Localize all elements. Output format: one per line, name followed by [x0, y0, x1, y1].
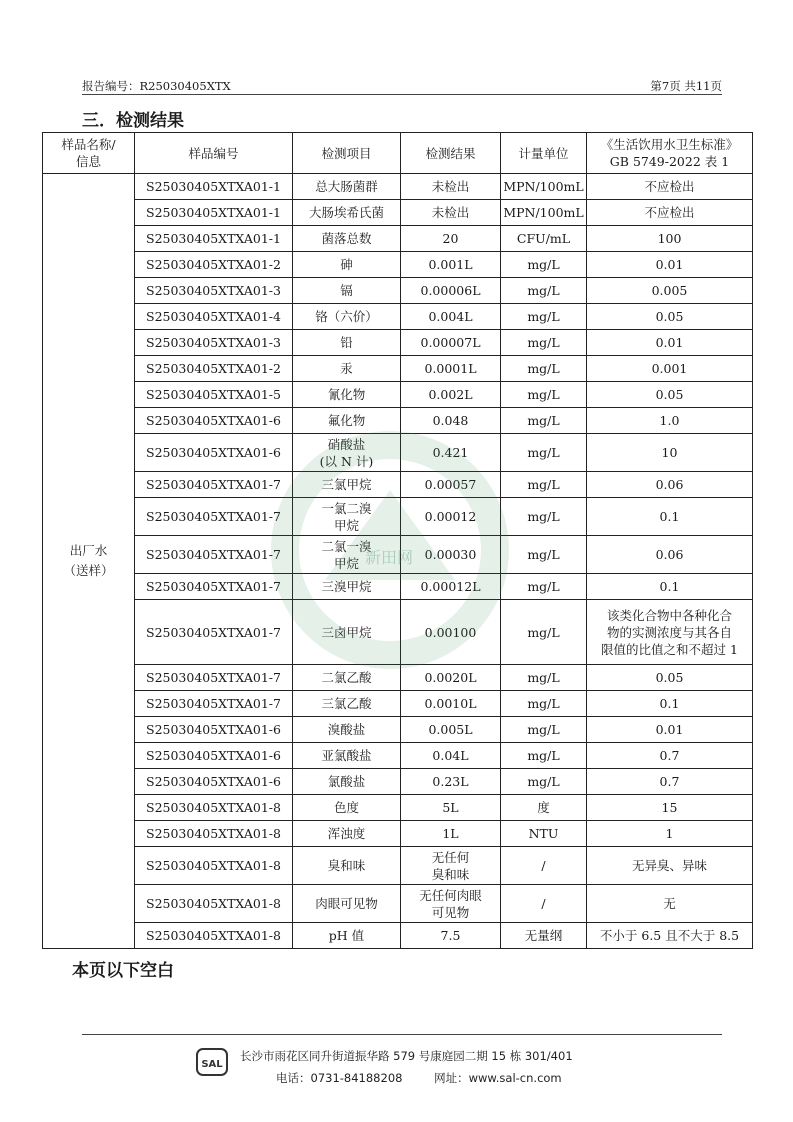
- sample-id-cell: S25030405XTXA01-8: [135, 847, 293, 885]
- sample-id-cell: S25030405XTXA01-2: [135, 252, 293, 278]
- test-result-cell-line: 0.0020L: [424, 670, 477, 685]
- test-result-cell-line: 0.002L: [428, 387, 473, 402]
- test-result-cell-line: 0.00030: [424, 547, 477, 562]
- test-item-cell: [293, 252, 401, 278]
- standard-limit-cell: [587, 821, 753, 847]
- test-item-cell: [293, 174, 401, 200]
- test-item-cell-line: 三氯乙酸: [321, 696, 372, 711]
- header-sample-name: [43, 133, 135, 174]
- sample-id-cell: S25030405XTXA01-6: [135, 769, 293, 795]
- sample-id-cell: S25030405XTXA01-8: [135, 821, 293, 847]
- standard-limit-cell-line: 物的实测浓度与其各自: [606, 624, 732, 640]
- sample-id-cell: S25030405XTXA01-7: [135, 536, 293, 574]
- standard-limit-cell: [587, 574, 753, 600]
- unit-cell: mg/L: [501, 600, 587, 665]
- header-line: GB 5749-2022 表 1: [609, 154, 730, 169]
- unit-cell: mg/L: [501, 356, 587, 382]
- test-item-cell-line: 三卤甲烷: [321, 624, 372, 640]
- watermark-text: 新田网: [365, 548, 414, 567]
- standard-limit-cell: [587, 717, 753, 743]
- test-result-cell-line: 0.00006L: [420, 283, 481, 298]
- unit-cell: MPN/100mL: [501, 200, 587, 226]
- test-item-cell: [293, 304, 401, 330]
- standard-limit-cell-line: 0.05: [655, 309, 684, 324]
- standard-limit-cell-line: 无异臭、异味: [631, 858, 707, 873]
- page-number: 第7页 共11页: [650, 79, 722, 93]
- test-result-cell: [401, 174, 501, 200]
- test-item-cell: [293, 847, 401, 885]
- standard-limit-cell-line: 15: [661, 800, 678, 815]
- sample-id-cell: S25030405XTXA01-6: [135, 434, 293, 472]
- test-result-cell-line: 7.5: [440, 928, 461, 943]
- test-result-cell-line: 未检出: [431, 179, 470, 194]
- table-row: [43, 382, 753, 408]
- test-item-cell: [293, 923, 401, 949]
- footer-contact: [276, 1070, 590, 1086]
- table-row: [43, 226, 753, 252]
- test-result-cell-line: 可见物: [431, 904, 470, 920]
- test-result-cell: [401, 600, 501, 665]
- table-row: [43, 923, 753, 949]
- header-unit: 计量单位: [501, 133, 587, 174]
- test-item-cell-line: 总大肠菌群: [315, 179, 378, 194]
- test-item-cell-line: pH 值: [328, 928, 365, 943]
- unit-cell: CFU/mL: [501, 226, 587, 252]
- unit-cell: 无量纲: [501, 923, 587, 949]
- table-row: [43, 536, 753, 574]
- unit-cell: mg/L: [501, 536, 587, 574]
- unit-cell: mg/L: [501, 691, 587, 717]
- header-test-result: 检测结果: [401, 133, 501, 174]
- test-item-cell: [293, 382, 401, 408]
- test-item-cell: [293, 434, 401, 472]
- test-result-cell-line: 0.0001L: [424, 361, 477, 376]
- test-result-cell: [401, 574, 501, 600]
- test-result-cell-line: 0.048: [432, 413, 469, 428]
- test-result-cell-line: 0.005L: [428, 722, 473, 737]
- test-result-cell: [401, 304, 501, 330]
- unit-cell: mg/L: [501, 498, 587, 536]
- table-row: [43, 304, 753, 330]
- sample-id-cell: S25030405XTXA01-1: [135, 174, 293, 200]
- standard-limit-cell-line: 0.06: [655, 547, 684, 562]
- test-item-cell-line: 铅: [340, 335, 353, 350]
- unit-cell: mg/L: [501, 743, 587, 769]
- test-item-cell: [293, 717, 401, 743]
- standard-limit-cell: [587, 382, 753, 408]
- test-item-cell-line: 肉眼可见物: [315, 896, 378, 911]
- test-result-cell-line: 臭和味: [431, 866, 470, 882]
- test-item-cell: [293, 472, 401, 498]
- test-item-cell-line: 二氯乙酸: [321, 670, 372, 685]
- test-result-cell: [401, 382, 501, 408]
- sample-id-cell: S25030405XTXA01-3: [135, 330, 293, 356]
- footer-website: 网址：www.sal-cn.com: [434, 1071, 562, 1085]
- table-row: [43, 795, 753, 821]
- test-item-cell-line: 三溴甲烷: [321, 579, 372, 594]
- table-row: [43, 574, 753, 600]
- unit-cell: 度: [501, 795, 587, 821]
- footer-address: 长沙市雨花区同升街道振华路 579 号康庭园二期 15 栋 301/401: [240, 1049, 573, 1063]
- test-item-cell: [293, 330, 401, 356]
- test-result-cell-line: 0.001L: [428, 257, 473, 272]
- standard-limit-cell-line: 该类化合物中各种化合: [606, 607, 732, 623]
- sample-id-cell: S25030405XTXA01-5: [135, 382, 293, 408]
- sample-id-cell: S25030405XTXA01-4: [135, 304, 293, 330]
- standard-limit-cell: [587, 434, 753, 472]
- test-result-cell: [401, 330, 501, 356]
- test-item-cell: [293, 356, 401, 382]
- test-result-cell: [401, 498, 501, 536]
- table-row: [43, 472, 753, 498]
- standard-limit-cell: [587, 304, 753, 330]
- standard-limit-cell-line: 不小于 6.5 且不大于 8.5: [599, 928, 740, 943]
- test-result-cell-line: 未检出: [431, 205, 470, 220]
- standard-limit-cell-line: 0.01: [655, 335, 684, 350]
- header-line: 信息: [75, 154, 101, 169]
- test-result-cell: [401, 408, 501, 434]
- test-result-cell-line: 0.04L: [432, 748, 469, 763]
- test-result-cell: [401, 795, 501, 821]
- page-header: [82, 76, 722, 95]
- test-item-cell-line: 甲烷: [333, 555, 359, 571]
- sample-group-line: 出厂水: [69, 543, 108, 558]
- sample-id-cell: S25030405XTXA01-8: [135, 795, 293, 821]
- test-item-cell: [293, 278, 401, 304]
- test-item-cell-line: 铬（六价）: [315, 309, 378, 324]
- table-row: [43, 717, 753, 743]
- unit-cell: mg/L: [501, 408, 587, 434]
- sample-id-cell: S25030405XTXA01-6: [135, 717, 293, 743]
- test-item-cell-line: 三氯甲烷: [321, 477, 372, 492]
- results-table: [42, 132, 753, 949]
- test-result-cell-line: 0.421: [432, 445, 469, 460]
- sample-id-cell: S25030405XTXA01-7: [135, 691, 293, 717]
- test-result-cell-line: 无任何: [431, 849, 470, 865]
- unit-cell: mg/L: [501, 304, 587, 330]
- sample-id-cell: S25030405XTXA01-3: [135, 278, 293, 304]
- test-result-cell: [401, 434, 501, 472]
- table-row: [43, 691, 753, 717]
- standard-limit-cell-line: 0.001: [651, 361, 688, 376]
- standard-limit-cell-line: 10: [661, 445, 678, 460]
- sample-id-cell: S25030405XTXA01-6: [135, 408, 293, 434]
- unit-cell: mg/L: [501, 574, 587, 600]
- standard-limit-cell-line: 0.7: [659, 774, 680, 789]
- standard-limit-cell-line: 0.005: [651, 283, 688, 298]
- standard-limit-cell-line: 0.05: [655, 387, 684, 402]
- test-result-cell: [401, 252, 501, 278]
- test-item-cell-line: 二氯一溴: [321, 538, 372, 554]
- test-item-cell: [293, 665, 401, 691]
- test-result-cell: [401, 200, 501, 226]
- test-item-cell-line: 氟化物: [327, 413, 366, 428]
- table-row: [43, 600, 753, 665]
- test-result-cell-line: 0.00012L: [420, 579, 481, 594]
- unit-cell: mg/L: [501, 278, 587, 304]
- test-result-cell-line: 0.00100: [424, 624, 477, 640]
- test-result-cell: [401, 472, 501, 498]
- unit-cell: mg/L: [501, 472, 587, 498]
- test-result-cell: [401, 923, 501, 949]
- test-result-cell: [401, 356, 501, 382]
- blank-page-note: 本页以下空白: [72, 961, 174, 981]
- standard-limit-cell: [587, 691, 753, 717]
- sample-id-cell: S25030405XTXA01-1: [135, 226, 293, 252]
- test-result-cell-line: 0.0010L: [424, 696, 477, 711]
- standard-limit-cell-line: 0.06: [655, 477, 684, 492]
- standard-limit-cell: [587, 200, 753, 226]
- unit-cell: mg/L: [501, 769, 587, 795]
- standard-limit-cell-line: 100: [657, 231, 682, 246]
- sample-id-cell: S25030405XTXA01-7: [135, 574, 293, 600]
- footer-phone: 电话：0731-84188208: [276, 1071, 403, 1085]
- test-item-cell-line: 臭和味: [327, 858, 366, 873]
- test-item-cell-line: 一氯二溴: [321, 500, 372, 516]
- test-result-cell: [401, 717, 501, 743]
- standard-limit-cell: [587, 885, 753, 923]
- test-item-cell: [293, 200, 401, 226]
- unit-cell: mg/L: [501, 717, 587, 743]
- test-item-cell: [293, 498, 401, 536]
- standard-limit-cell-line: 0.01: [655, 722, 684, 737]
- test-item-cell: [293, 574, 401, 600]
- table-row: [43, 252, 753, 278]
- standard-limit-cell-line: 0.1: [659, 696, 680, 711]
- standard-limit-cell: [587, 536, 753, 574]
- test-result-cell: [401, 885, 501, 923]
- table-row: [43, 174, 753, 200]
- table-row: [43, 821, 753, 847]
- header-test-item: 检测项目: [293, 133, 401, 174]
- table-row: [43, 743, 753, 769]
- sample-id-cell: S25030405XTXA01-2: [135, 356, 293, 382]
- test-result-cell-line: 5L: [442, 800, 459, 815]
- standard-limit-cell-line: 限值的比值之和不超过 1: [601, 641, 738, 657]
- standard-limit-cell-line: 0.1: [659, 579, 680, 594]
- table-row: [43, 885, 753, 923]
- test-result-cell-line: 0.004L: [428, 309, 473, 324]
- standard-limit-cell-line: 1.0: [659, 413, 680, 428]
- footer-divider: [82, 1034, 722, 1035]
- test-item-cell: [293, 408, 401, 434]
- table-row: [43, 408, 753, 434]
- test-item-cell: [293, 600, 401, 665]
- test-item-cell: [293, 743, 401, 769]
- logo-text: SAL: [201, 1059, 223, 1070]
- test-item-cell-line: 色度: [333, 800, 359, 815]
- standard-limit-cell-line: 不应检出: [644, 205, 695, 220]
- standard-limit-cell: [587, 923, 753, 949]
- test-result-cell: [401, 743, 501, 769]
- table-row: [43, 847, 753, 885]
- test-item-cell: [293, 795, 401, 821]
- test-result-cell: [401, 665, 501, 691]
- test-item-cell-line: 大肠埃希氏菌: [308, 205, 384, 220]
- test-item-cell: [293, 821, 401, 847]
- test-result-cell-line: 无任何肉眼: [419, 887, 482, 903]
- test-item-cell-line: 镉: [340, 283, 353, 298]
- standard-limit-cell: [587, 278, 753, 304]
- standard-limit-cell-line: 0.1: [659, 509, 680, 524]
- standard-limit-cell-line: 0.7: [659, 748, 680, 763]
- unit-cell: MPN/100mL: [501, 174, 587, 200]
- test-result-cell: [401, 847, 501, 885]
- test-item-cell-line: 砷: [340, 257, 353, 272]
- standard-limit-cell: [587, 769, 753, 795]
- sample-id-cell: S25030405XTXA01-7: [135, 472, 293, 498]
- header-sample-id: 样品编号: [135, 133, 293, 174]
- table-row: [43, 769, 753, 795]
- test-result-cell-line: 1L: [442, 826, 459, 841]
- standard-limit-cell: [587, 847, 753, 885]
- unit-cell: mg/L: [501, 434, 587, 472]
- test-item-cell-line: 甲烷: [333, 517, 359, 533]
- sample-id-cell: S25030405XTXA01-7: [135, 600, 293, 665]
- test-item-cell-line: 亚氯酸盐: [321, 748, 372, 763]
- standard-limit-cell: [587, 174, 753, 200]
- standard-limit-cell-line: 不应检出: [644, 179, 695, 194]
- test-result-cell-line: 0.23L: [432, 774, 469, 789]
- test-result-cell: [401, 769, 501, 795]
- standard-limit-cell: [587, 408, 753, 434]
- header-line: 《生活饮用水卫生标准》: [600, 137, 739, 152]
- test-result-cell: [401, 536, 501, 574]
- sample-id-cell: S25030405XTXA01-8: [135, 885, 293, 923]
- test-result-cell-line: 0.00012: [424, 509, 477, 524]
- test-item-cell: [293, 885, 401, 923]
- unit-cell: /: [501, 885, 587, 923]
- test-result-cell: [401, 691, 501, 717]
- standard-limit-cell-line: 0.05: [655, 670, 684, 685]
- table-row: [43, 356, 753, 382]
- test-item-cell-line: 硝酸盐: [327, 436, 366, 452]
- test-result-cell-line: 0.00057: [424, 477, 477, 492]
- test-result-cell: [401, 821, 501, 847]
- unit-cell: /: [501, 847, 587, 885]
- header-standard-limit: [587, 133, 753, 174]
- test-item-cell: [293, 536, 401, 574]
- standard-limit-cell: [587, 743, 753, 769]
- standard-limit-cell: [587, 226, 753, 252]
- standard-limit-cell-line: 0.01: [655, 257, 684, 272]
- table-row: [43, 498, 753, 536]
- unit-cell: mg/L: [501, 665, 587, 691]
- test-item-cell: [293, 226, 401, 252]
- test-result-cell: [401, 278, 501, 304]
- standard-limit-cell: [587, 252, 753, 278]
- test-item-cell-line: (以 N 计): [319, 453, 374, 469]
- sample-group-cell: [43, 174, 135, 949]
- sample-id-cell: S25030405XTXA01-7: [135, 665, 293, 691]
- standard-limit-cell: [587, 356, 753, 382]
- unit-cell: mg/L: [501, 252, 587, 278]
- section-title: 三．检测结果: [82, 111, 184, 131]
- sample-id-cell: S25030405XTXA01-1: [135, 200, 293, 226]
- test-result-cell: [401, 226, 501, 252]
- unit-cell: NTU: [501, 821, 587, 847]
- standard-limit-cell: [587, 665, 753, 691]
- report-number: 报告编号：R25030405XTX: [82, 79, 231, 93]
- unit-cell: mg/L: [501, 382, 587, 408]
- standard-limit-cell: [587, 600, 753, 665]
- standard-limit-cell-line: 无: [663, 896, 676, 911]
- table-row: [43, 278, 753, 304]
- standard-limit-cell-line: 1: [665, 826, 674, 841]
- standard-limit-cell: [587, 795, 753, 821]
- test-item-cell-line: 菌落总数: [321, 231, 372, 246]
- test-item-cell-line: 氰化物: [327, 387, 366, 402]
- sample-id-cell: S25030405XTXA01-6: [135, 743, 293, 769]
- standard-limit-cell: [587, 472, 753, 498]
- test-result-cell-line: 20: [442, 231, 459, 246]
- test-result-cell-line: 0.00007L: [420, 335, 481, 350]
- test-item-cell-line: 溴酸盐: [327, 722, 366, 737]
- unit-cell: mg/L: [501, 330, 587, 356]
- company-logo-icon: [196, 1046, 228, 1078]
- table-row: [43, 665, 753, 691]
- table-row: [43, 330, 753, 356]
- standard-limit-cell: [587, 498, 753, 536]
- sample-id-cell: S25030405XTXA01-7: [135, 498, 293, 536]
- table-header-row: [43, 133, 753, 174]
- test-item-cell: [293, 769, 401, 795]
- sample-group-line: （送样）: [63, 563, 114, 578]
- test-item-cell-line: 汞: [340, 361, 353, 376]
- test-item-cell-line: 浑浊度: [327, 826, 366, 841]
- table-row: [43, 200, 753, 226]
- sample-id-cell: S25030405XTXA01-8: [135, 923, 293, 949]
- test-item-cell: [293, 691, 401, 717]
- header-line: 样品名称/: [61, 137, 116, 152]
- table-row: [43, 434, 753, 472]
- test-item-cell-line: 氯酸盐: [327, 774, 366, 789]
- table-body: [43, 174, 753, 949]
- standard-limit-cell: [587, 330, 753, 356]
